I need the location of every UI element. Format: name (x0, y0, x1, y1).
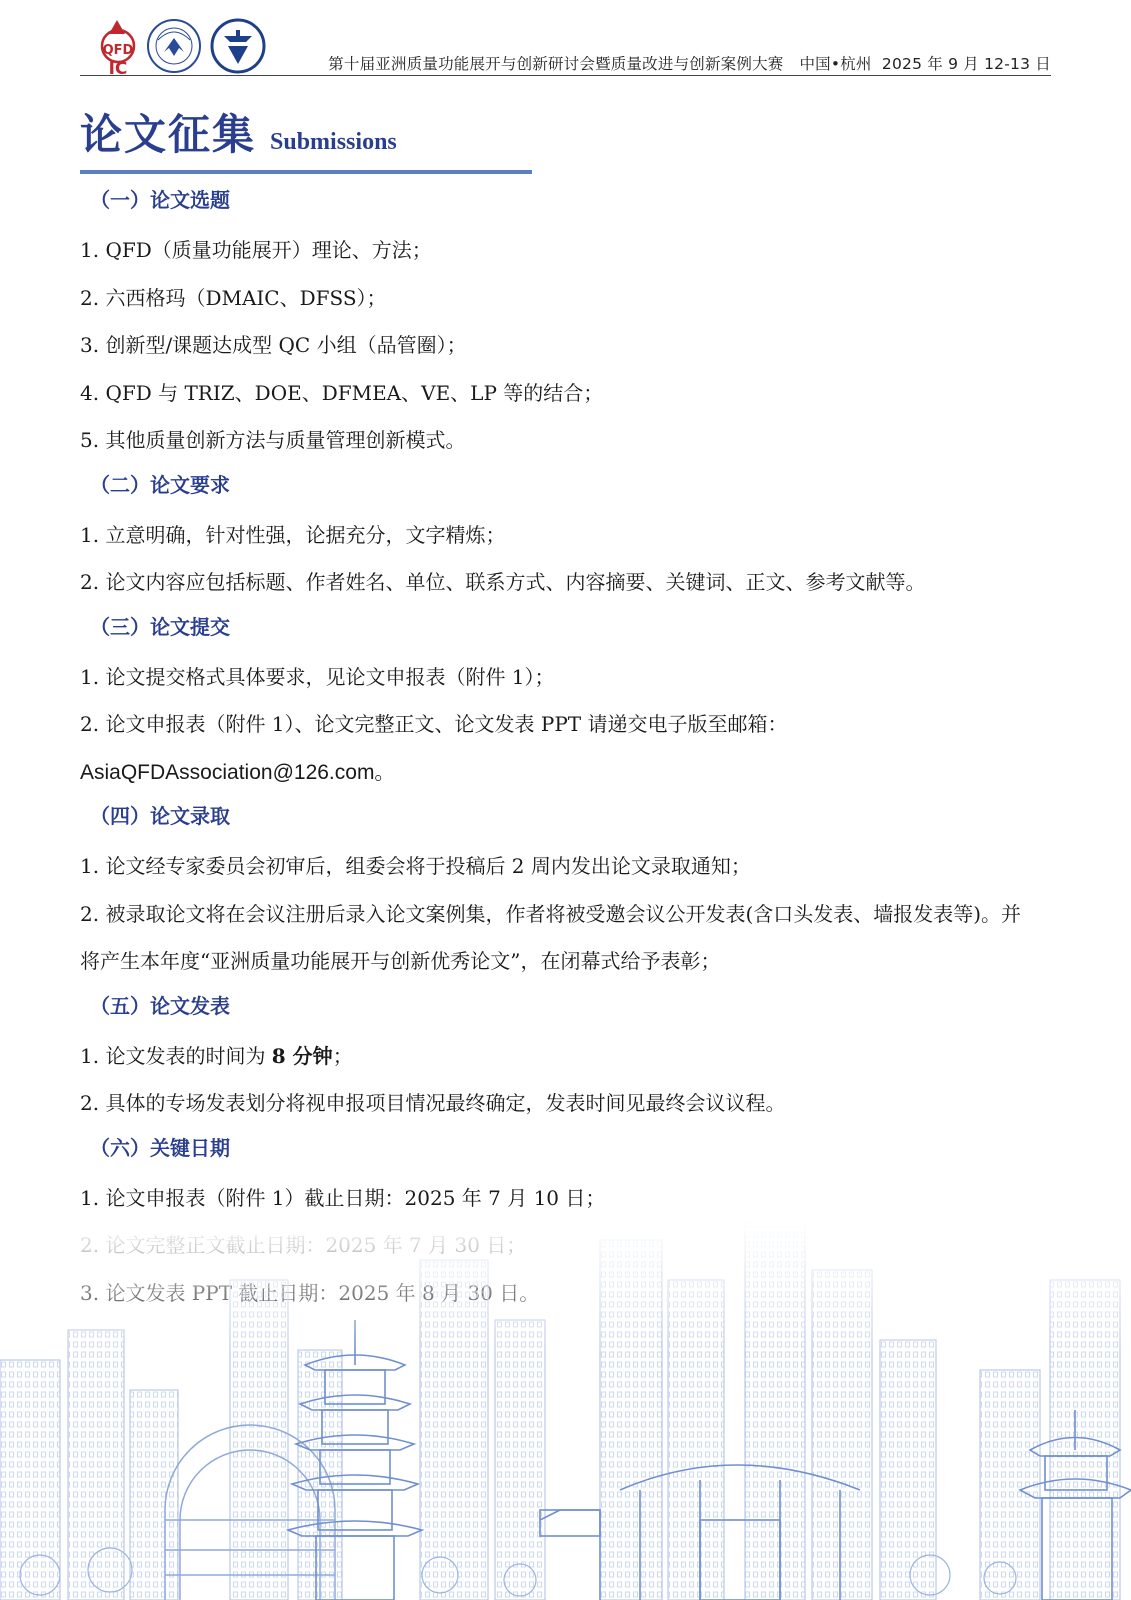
conference-location: 中国•杭州 (799, 55, 872, 73)
qfd-ic-logo (92, 18, 146, 76)
list-item: 2. 论文内容应包括标题、作者姓名、单位、联系方式、内容摘要、关键词、正文、参考文献等。 (80, 570, 926, 594)
header-divider (80, 75, 1051, 76)
page-header (80, 14, 1051, 78)
conference-header-text (328, 52, 1051, 74)
section-title-presentation: （五）论文发表 (90, 993, 230, 1018)
logo-qfd-text: QFD (102, 43, 134, 58)
section-title-acceptance: （四）论文录取 (90, 804, 230, 828)
title-underline (80, 170, 532, 174)
submission-content (80, 180, 1060, 1317)
list-item: 1. 论文经专家委员会初审后，组委会将于投稿后 2 周内发出论文录取通知； (80, 854, 751, 878)
list-item: 1. 论文提交格式具体要求，见论文申报表（附件 1）； (80, 664, 555, 689)
title-chinese: 论文征集 (80, 110, 257, 159)
presentation-duration: 8 分钟 (271, 1043, 333, 1068)
list-item: 2. 具体的专场发表划分将视申报项目情况最终确定，发表时间见最终会议议程。 (80, 1091, 786, 1115)
section-title-requirements: （二）论文要求 (90, 472, 230, 497)
list-item: 3. 创新型/课题达成型 QC 小组（品管圈）； (80, 333, 467, 357)
presentation-time-prefix: 1. 论文发表的时间为 (80, 1043, 272, 1068)
list-item: 2. 六西格玛（DMAIC、DFSS）； (80, 285, 387, 310)
list-item: 2. 论文申报表（附件 1）、论文完整正文、论文发表 PPT 请递交电子版至邮箱： (80, 712, 788, 736)
section-title-submission: （三）论文提交 (90, 614, 230, 639)
list-item: 1. QFD（质量功能展开）理论、方法； (80, 238, 432, 262)
section-title-key-dates: （六）关键日期 (90, 1135, 230, 1160)
list-item: 1. 论文申报表（附件 1）截止日期：2025 年 7 月 10 日； (80, 1185, 606, 1210)
conference-name: 第十届亚洲质量功能展开与创新研讨会暨质量改进与创新案例大赛 (328, 55, 784, 73)
city-skyline-illustration (0, 1220, 1131, 1600)
section-title-topics: （一）论文选题 (90, 188, 230, 212)
list-item: 2. 被录取论文将在会议注册后录入论文案例集，作者将被受邀会议公开发表(含口头发表、墙报发表等)。并将产生本年度“亚洲质量功能展开与创新优秀论文”，在闭幕式给予表彰； (80, 901, 1022, 973)
submission-email: AsiaQFDAssociation@126.com。 (80, 760, 396, 784)
logo-ic-text: IC (108, 59, 128, 76)
association-logo (210, 18, 266, 74)
conference-date: 2025 年 9 月 12-13 日 (881, 55, 1051, 73)
title-english: Submissions (270, 129, 397, 155)
university-seal-logo (146, 18, 202, 74)
list-item: 5. 其他质量创新方法与质量管理创新模式。 (80, 428, 466, 452)
presentation-time-suffix: ； (332, 1043, 353, 1068)
list-item: 1. 立意明确，针对性强，论据充分，文字精炼； (80, 522, 506, 547)
list-item (80, 1033, 1060, 1081)
list-item: 4. QFD 与 TRIZ、DOE、DFMEA、VE、LP 等的结合； (80, 380, 604, 405)
page-title (80, 102, 397, 162)
